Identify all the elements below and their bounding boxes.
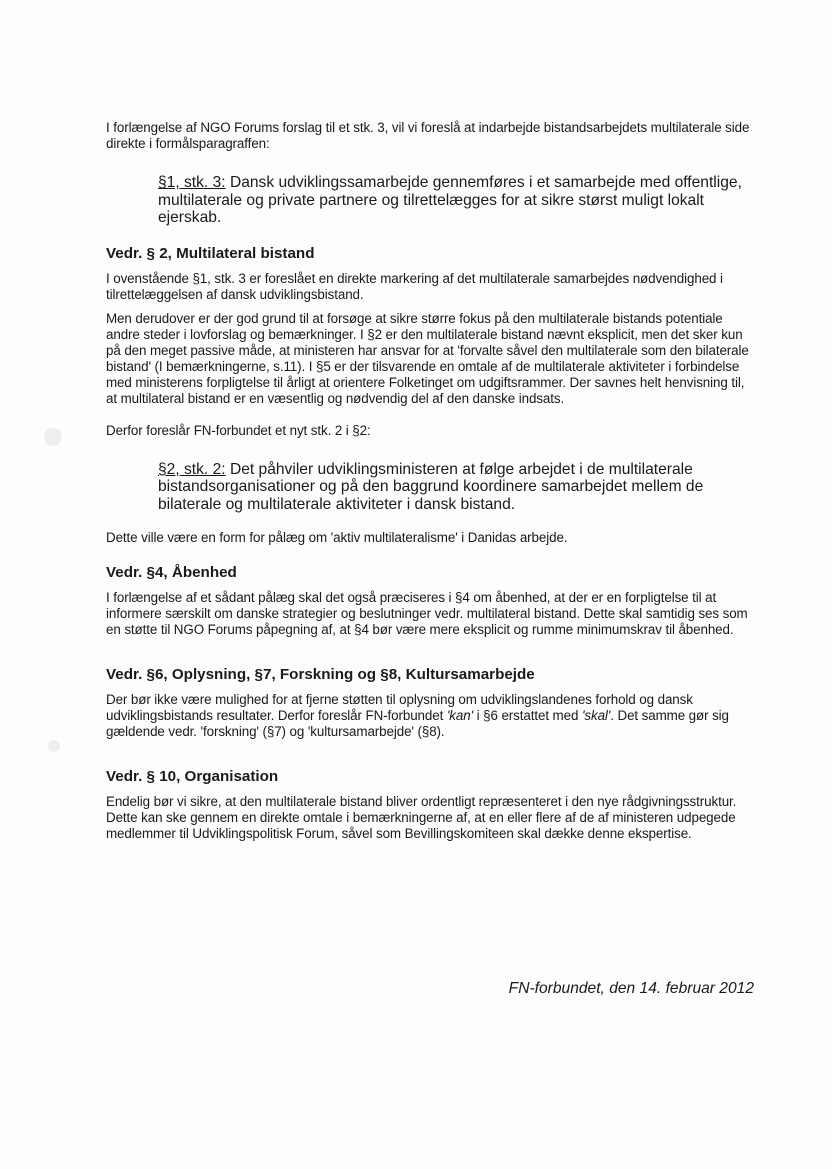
section-heading-10: Vedr. § 10, Organisation: [106, 767, 279, 785]
section-2-paragraph-1: I ovenstående §1, stk. 3 er foreslået en direkte markering af det multilaterale samarbejdes nødvendighed i tilrettelæggelsen af dansk udviklingsbistand.: [106, 270, 723, 302]
emphasis-kan: 'kan': [446, 707, 474, 723]
section-2-paragraph-3: Derfor foreslår FN-forbundet et nyt stk. 2 i §2:: [106, 422, 371, 438]
section-4-paragraph: I forlængelse af et sådant pålæg skal det også præciseres i §4 om åbenhed, at der er en forpligtelse til at informere særskilt om danske strategier og beslutninger vedr. multilateral bistand. Dette skal samtidig ses som en støtte til NGO Forums påpegning af, at §4 bør være mere eksplicit og rumme minimumskrav til åbenhed.: [106, 589, 748, 637]
section-heading-6: Vedr. §6, Oplysning, §7, Forskning og §8, Kultursamarbejde: [106, 665, 535, 683]
scan-speck: [44, 428, 62, 446]
signature-line: FN-forbundet, den 14. februar 2012: [508, 980, 754, 997]
quote-text: Det påhviler udviklingsministeren at følge arbejdet i de multilaterale bistandsorganisationer og på den baggrund koordinere samarbejdet mellem de bilaterale og multilaterale aktiviteter i dansk bistand.: [158, 460, 704, 513]
section-10-paragraph: Endelig bør vi sikre, at den multilaterale bistand bliver ordentligt repræsenteret i den nye rådgivningsstruktur. Dette kan ske gennem en direkte omtale i bemærkningerne af, at en eller flere af de af ministeren udpegede medlemmer til Udviklingspolitisk Forum, såvel som Bevillingskomiteen skal dække denne ekspertise.: [106, 793, 737, 841]
document-body: [106, 120, 758, 842]
emphasis-skal: 'skal': [581, 707, 611, 723]
quote-ref: §1, stk. 3:: [158, 174, 226, 191]
text-run: i §6 erstattet med: [473, 707, 582, 723]
section-2-paragraph-2: Men derudover er der god grund til at forsøge at sikre større fokus på den multilaterale bistands potentiale andre steder i lovforslag og bemærkninger. I §2 er den multilaterale bistand nævnt eksplicit, men det sker kun på den meget passive måde, at ministeren har ansvar for at 'forvalte såvel den multilaterale som den bilaterale bistand' (I bemærkningerne, s.11). I §5 er der tilsvarende en omtale af de multilaterale aktiviteter i forbindelse med ministerens forpligtelse til årligt at orientere Folketinget om udgiftsrammer. Der savnes helt henvisning til, at multilateral bistand er en væsentlig og nødvendig del af den danske indsats.: [106, 310, 749, 406]
text-run: . Det samme gør sig gældende vedr. 'forskning' (§7) og 'kultursamarbejde' (§8).: [106, 707, 729, 739]
section-6-paragraph: [106, 692, 758, 740]
text-run: Der bør ikke være mulighed for at fjerne støtten til oplysning om udviklingslandenes forhold og dansk udviklingsbistands resultater. Derfor foreslår FN-forbundet: [106, 691, 693, 723]
section-heading-4: Vedr. §4, Åbenhed: [106, 563, 237, 581]
proposal-quote-1: [158, 174, 758, 227]
quote-text: Dansk udviklingssamarbejde gennemføres i et samarbejde med offentlige, multilaterale og private partnere og tilrettelægges for at sikre størst muligt lokalt ejerskab.: [158, 174, 742, 227]
scan-speck: [48, 740, 60, 752]
section-heading-2: Vedr. § 2, Multilateral bistand: [106, 244, 315, 262]
proposal-quote-2: [158, 461, 758, 514]
quote-ref: §2, stk. 2:: [158, 460, 226, 478]
intro-paragraph: I forlængelse af NGO Forums forslag til et stk. 3, vil vi foreslå at indarbejde bistandsarbejdets multilaterale side direkte i formålsparagraffen:: [106, 120, 750, 151]
after-quote-paragraph: Dette ville være en form for pålæg om 'aktiv multilateralisme' i Danidas arbejde.: [106, 529, 568, 545]
